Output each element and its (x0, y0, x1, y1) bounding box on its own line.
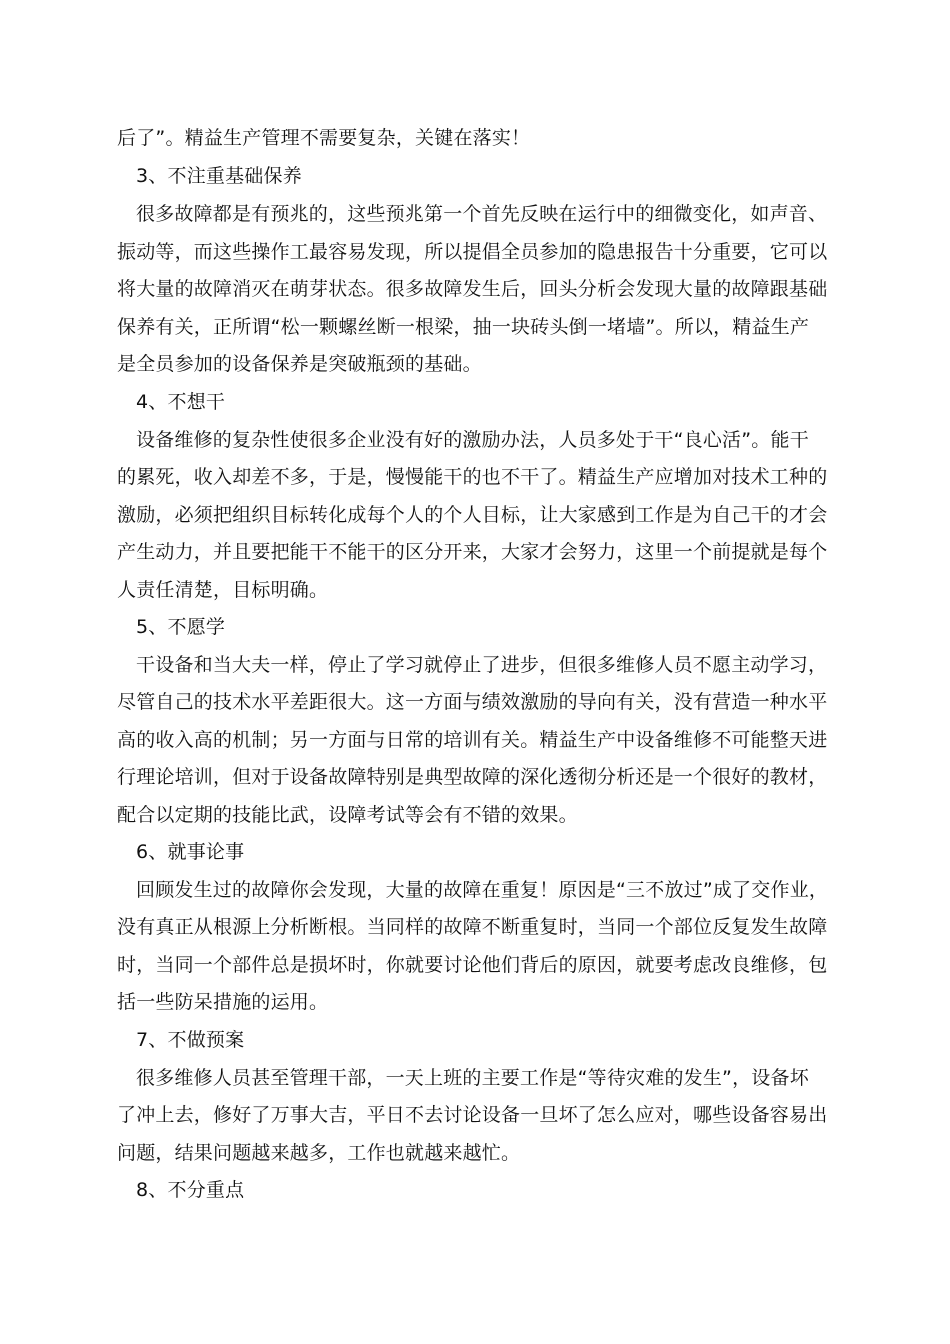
section-heading: 6、就事论事 (136, 841, 245, 863)
paragraph-line: 设备维修的复杂性使很多企业没有好的激励办法，人员多处于干“良心活”。能干 (136, 429, 809, 451)
paragraph-line: 振动等，而这些操作工最容易发现，所以提倡全员参加的隐患报告十分重要，它可以 (117, 241, 828, 263)
paragraph-line: 将大量的故障消灭在萌芽状态。很多故障发生后，回头分析会发现大量的故障跟基础 (117, 278, 828, 300)
paragraph-line: 产生动力，并且要把能干不能干的区分开来，大家才会努力，这里一个前提就是每个 (117, 541, 828, 563)
paragraph-line: 没有真正从根源上分析断根。当同样的故障不断重复时，当同一个部位反复发生故障 (117, 916, 828, 938)
paragraph-line: 括一些防呆措施的运用。 (117, 991, 329, 1013)
paragraph-line: 行理论培训，但对于设备故障特别是典型故障的深化透彻分析还是一个很好的教材， (117, 766, 828, 788)
paragraph-line: 问题，结果问题越来越多，工作也就越来越忙。 (117, 1142, 521, 1164)
section-heading: 4、不想干 (136, 391, 226, 413)
paragraph-line: 人责任清楚，目标明确。 (117, 579, 329, 601)
paragraph-line: 尽管自己的技术水平差距很大。这一方面与绩效激励的导向有关，没有营造一种水平 (117, 691, 828, 713)
paragraph-line: 很多维修人员甚至管理干部，一天上班的主要工作是“等待灾难的发生”，设备坏 (136, 1067, 809, 1089)
paragraph-line: 保养有关，正所谓“松一颗螺丝断一根梁，抽一块砖头倒一堵墙”。所以，精益生产 (117, 316, 810, 338)
paragraph-line: 了冲上去，修好了万事大吉，平日不去讨论设备一旦坏了怎么应对，哪些设备容易出 (117, 1104, 828, 1126)
paragraph-line: 后了”。精益生产管理不需要复杂，关键在落实！ (117, 127, 531, 149)
section-heading: 3、不注重基础保养 (136, 165, 302, 187)
paragraph-line: 激励，必须把组织目标转化成每个人的个人目标，让大家感到工作是为自己干的才会 (117, 504, 828, 526)
paragraph-line: 干设备和当大夫一样，停止了学习就停止了进步，但很多维修人员不愿主动学习， (136, 654, 828, 676)
paragraph-line: 很多故障都是有预兆的，这些预兆第一个首先反映在运行中的细微变化，如声音、 (136, 203, 828, 225)
paragraph-line: 的累死，收入却差不多，于是，慢慢能干的也不干了。精益生产应增加对技术工种的 (117, 466, 828, 488)
paragraph-line: 是全员参加的设备保养是突破瓶颈的基础。 (117, 353, 482, 375)
paragraph-line: 时，当同一个部件总是损坏时，你就要讨论他们背后的原因，就要考虑改良维修，包 (117, 954, 828, 976)
paragraph-line: 回顾发生过的故障你会发现，大量的故障在重复！原因是“三不放过”成了交作业， (136, 879, 829, 901)
section-heading: 8、不分重点 (136, 1179, 245, 1201)
paragraph-line: 高的收入高的机制；另一方面与日常的培训有关。精益生产中设备维修不可能整天进 (117, 729, 828, 751)
section-heading: 5、不愿学 (136, 616, 226, 638)
paragraph-line: 配合以定期的技能比武，设障考试等会有不错的效果。 (117, 804, 578, 826)
section-heading: 7、不做预案 (136, 1029, 245, 1051)
